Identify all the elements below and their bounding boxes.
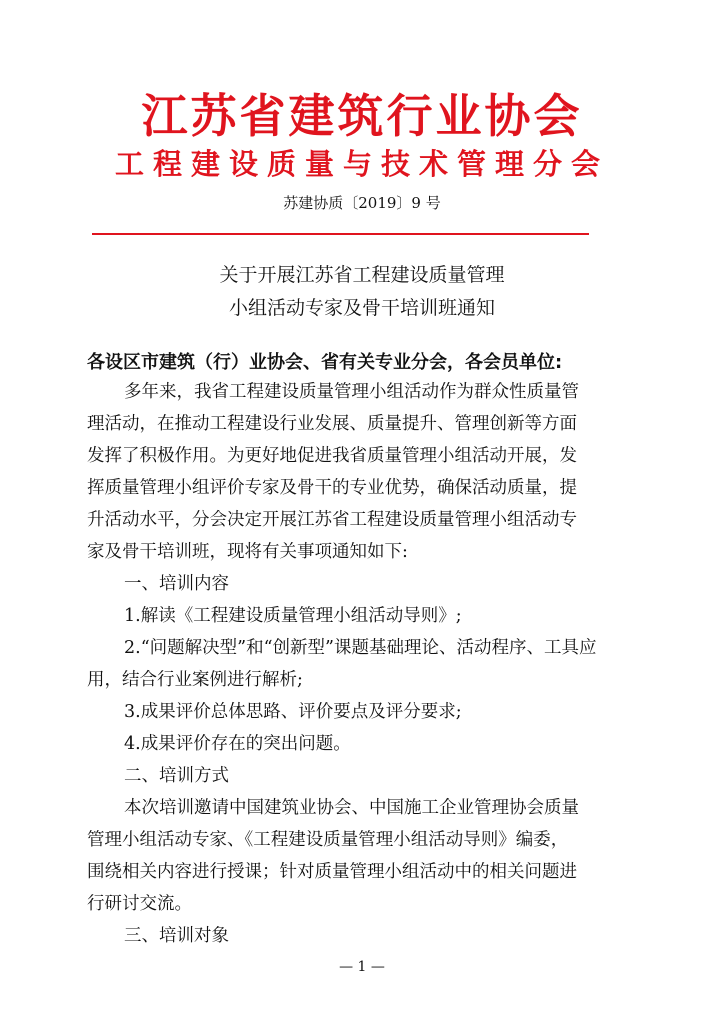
notice-title-line-1: 关于开展江苏省工程建设质量管理 <box>219 264 505 286</box>
page-number: — 1 — <box>339 959 385 975</box>
intro-line: 理活动，在推动工程建设行业发展、质量提升、管理创新等方面 <box>87 414 577 434</box>
notice-title-line-2: 小组活动专家及骨干培训班通知 <box>228 297 495 319</box>
content-item: 1.解读《工程建设质量管理小组活动导则》; <box>124 606 462 626</box>
red-header-rule <box>92 233 589 235</box>
intro-line: 挥质量管理小组评价专家及骨干的专业优势，确保活动质量，提 <box>87 478 577 498</box>
section-heading-method: 二、培训方式 <box>124 766 229 786</box>
intro-line: 多年来，我省工程建设质量管理小组活动作为群众性质量管 <box>124 382 579 402</box>
intro-line: 升活动水平，分会决定开展江苏省工程建设质量管理小组活动专 <box>87 510 577 530</box>
content-item: 3.成果评价总体思路、评价要点及评分要求; <box>124 702 462 722</box>
salutation: 各设区市建筑（行）业协会、省有关专业分会，各会员单位: <box>87 352 563 373</box>
org-name-heading: 江苏省建筑行业协会 <box>141 89 583 143</box>
section-heading-audience: 三、培训对象 <box>124 926 229 946</box>
content-item: 4.成果评价存在的突出问题。 <box>124 734 351 754</box>
section-heading-content: 一、培训内容 <box>124 574 229 594</box>
intro-line: 家及骨干培训班，现将有关事项通知如下: <box>87 542 408 562</box>
method-line: 本次培训邀请中国建筑业协会、中国施工企业管理协会质量 <box>124 798 579 818</box>
document-number: 苏建协质〔2019〕9 号 <box>283 194 441 212</box>
intro-line: 发挥了积极作用。为更好地促进我省质量管理小组活动开展，发 <box>87 446 577 466</box>
content-item: 用，结合行业案例进行解析; <box>87 670 303 690</box>
method-line: 围绕相关内容进行授课；针对质量管理小组活动中的相关问题进 <box>87 862 577 882</box>
method-line: 管理小组活动专家、《工程建设质量管理小组活动导则》编委， <box>87 830 569 850</box>
method-line: 行研讨交流。 <box>87 894 192 914</box>
content-item: 2.“问题解决型”和“创新型”课题基础理论、活动程序、工具应 <box>124 638 597 658</box>
org-branch-heading: 工程建设质量与技术管理分会 <box>114 147 609 181</box>
